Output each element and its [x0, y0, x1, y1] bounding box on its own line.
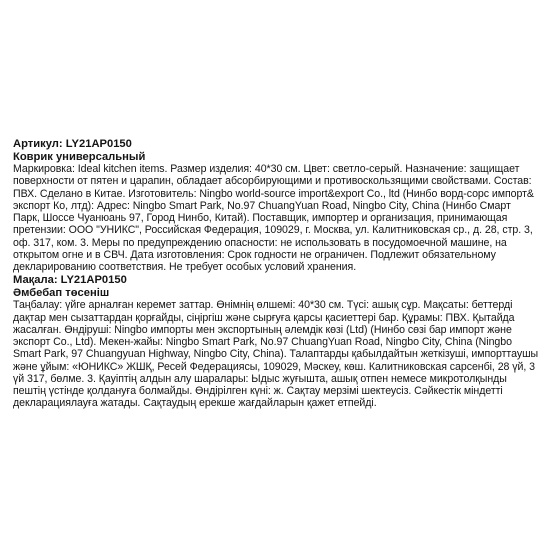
- russian-section: [13, 138, 540, 273]
- product-name-kz: Әмбебап төсеніш: [13, 286, 110, 299]
- description-kz: Таңбалау: үйге арналған керемет заттар. Өнімнің өлшемі: 40*30 см. Түсі: ашық сұр. Мақсаты: беттерді дақтар мен сызаттардан қорғайды, сіңіргіш және сырғуға қарсы қасиеттері бар. Құрамы: ПВХ. Қытайда жасалған. Өндіруші: Ningbo импорты мен экспортының әлемдік көзі (Ltd) (Нинбо сөзі бар импорт және экспорт Co., Ltd). Мекен-жайы: Ningbo Smart Park, No.97 ChuangYuan Road, Ningbo City, China (Ningbo Smart Park, 97 Chuangyuan Highway, Ningbo City, China). Талаптарды қабылдайтын жеткізуші, импорттаушы және ұйым: «ЮНИКС» ЖШҚ, Ресей Федерациясы, 109029, Мәскеу, көш. Калитниковская сарсенбі, 28 үй, 3 үй 317, бөлме. 3. Қауіптің алдын алу шаралары: Ыдыс жуғышта, ашық отпен немесе микротолқынды пештің үстінде қолдануға болмайды. Өндірілген күні: ж. Сақтау мерзімі шектеусіз. Сәйкестік міндетті декларациялауға жатады. Сақтаудың ерекше жағдайларын қажет етпейді.: [13, 299, 539, 410]
- product-label: [13, 138, 540, 410]
- product-name-ru: Коврик универсальный: [13, 150, 146, 163]
- kazakh-section: [13, 274, 540, 409]
- article-number-ru: Артикул: LY21AP0150: [13, 138, 132, 150]
- article-number-kz: Мақала: LY21AP0150: [13, 274, 127, 287]
- description-ru: Маркировка: Ideal kitchen items. Размер изделия: 40*30 см. Цвет: светло-серый. Назначение: защищает поверхности от пятен и царапин, обладает абсорбирующими и противоскользящими свойствами. Состав: ПВХ. Сделано в Китае. Изготовитель: Ningbo world-source import&export Co., ltd (Нинбо ворд-сорс импорт& экспорт Ко, лтд): Адрес: Ningbo Smart Park, No.97 ChuangYuan Road, Ningbo City, China (Нинбо Смарт Парк, Шоссе Чуанюань 97, Город Нинбо, Китай). Поставщик, импортер и организация, принимающая претензии: ООО "УНИКС", Российская Федерация, 109029, г. Москва, ул. Калитниковская ср., д. 28, стр. 3, оф. 317, ком. 3. Меры по предупреждению опасности: не использовать в посудомоечной машине, на открытом огне и в СВЧ. Дата изготовления: Срок годности не ограничен. Подлежит обязательному декларированию соответствия. Не требует особых условий хранения.: [13, 163, 534, 273]
